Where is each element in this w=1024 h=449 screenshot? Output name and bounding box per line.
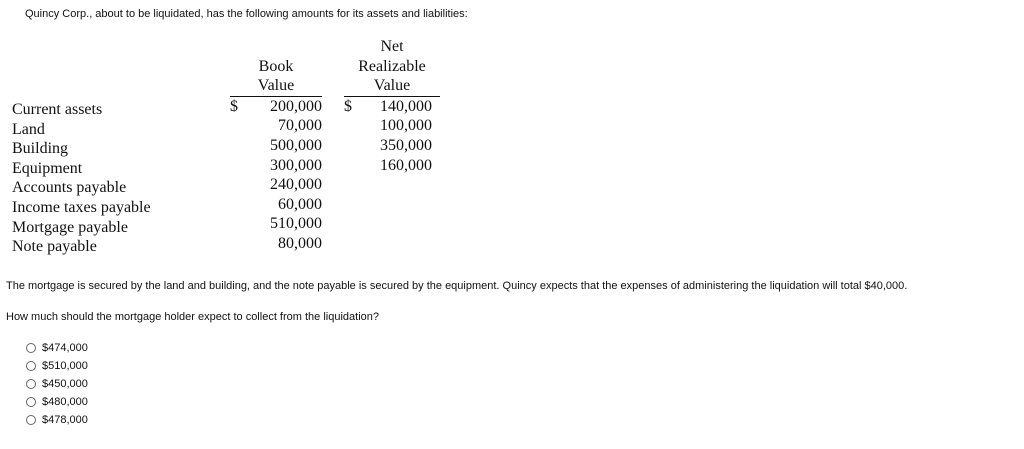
row-label-mortgage-payable: Mortgage payable [12, 218, 128, 236]
nrv-equipment: 160,000 [380, 156, 432, 174]
answer-options [26, 339, 88, 429]
answer-option[interactable] [26, 411, 88, 429]
row-label-equipment: Equipment [12, 159, 83, 177]
book-value-current-assets: 200,000 [270, 97, 322, 115]
option-label: $450,000 [42, 378, 88, 390]
book-header-line-1 [230, 37, 322, 57]
radio-button-icon[interactable] [26, 397, 36, 407]
option-label: $480,000 [42, 396, 88, 408]
radio-button-icon[interactable] [26, 379, 36, 389]
row-labels [12, 100, 151, 257]
question-text: How much should the mortgage holder expect to collect from the liquidation? [6, 311, 379, 323]
book-value-building: 500,000 [270, 136, 322, 154]
answer-option[interactable] [26, 393, 88, 411]
row-label-income-taxes-payable: Income taxes payable [12, 198, 151, 216]
radio-button-icon[interactable] [26, 343, 36, 353]
book-value-cell [230, 96, 322, 117]
book-value-land: 70,000 [278, 117, 322, 135]
row-label-building: Building [12, 140, 69, 158]
row-label-note-payable: Note payable [12, 238, 97, 256]
nrv-header-line-2: Realizable [358, 57, 426, 75]
nrv-land: 100,000 [380, 117, 432, 135]
book-header-line-3: Value [257, 77, 295, 95]
answer-option[interactable] [26, 357, 88, 375]
nrv-cell [344, 96, 440, 117]
row-label-accounts-payable: Accounts payable [12, 179, 127, 197]
answer-option[interactable] [26, 375, 88, 393]
book-value-note-payable: 80,000 [278, 234, 322, 252]
problem-statement: The mortgage is secured by the land and building, and the note payable is secured by the equipment. Quincy expects that the expenses of administering the liquidation will total $40,000. [6, 280, 908, 292]
answer-option[interactable] [26, 339, 88, 357]
nrv-building: 350,000 [380, 136, 432, 154]
row-label-land: Land [12, 120, 45, 138]
intro-text: Quincy Corp., about to be liquidated, has the following amounts for its assets and liabilities: [25, 8, 468, 20]
net-realizable-value-column [344, 37, 440, 175]
nrv-header [344, 37, 440, 96]
book-value-header [230, 37, 322, 96]
book-header-line-2: Book [258, 57, 294, 75]
nrv-current-assets: 140,000 [380, 97, 432, 115]
radio-button-icon[interactable] [26, 415, 36, 425]
row-label-current-assets: Current assets [12, 101, 103, 118]
option-label: $474,000 [42, 342, 88, 354]
book-value-income-taxes-payable: 60,000 [278, 195, 322, 213]
book-value-equipment: 300,000 [270, 156, 322, 174]
option-label: $510,000 [42, 360, 88, 372]
currency-symbol: $ [230, 97, 238, 115]
book-value-mortgage-payable: 510,000 [270, 215, 322, 233]
currency-symbol: $ [344, 97, 352, 115]
book-value-accounts-payable: 240,000 [270, 176, 322, 194]
book-value-column [230, 37, 322, 254]
nrv-header-line-3: Value [373, 77, 411, 95]
option-label: $478,000 [42, 414, 88, 426]
radio-button-icon[interactable] [26, 361, 36, 371]
nrv-header-line-1: Net [380, 38, 404, 55]
